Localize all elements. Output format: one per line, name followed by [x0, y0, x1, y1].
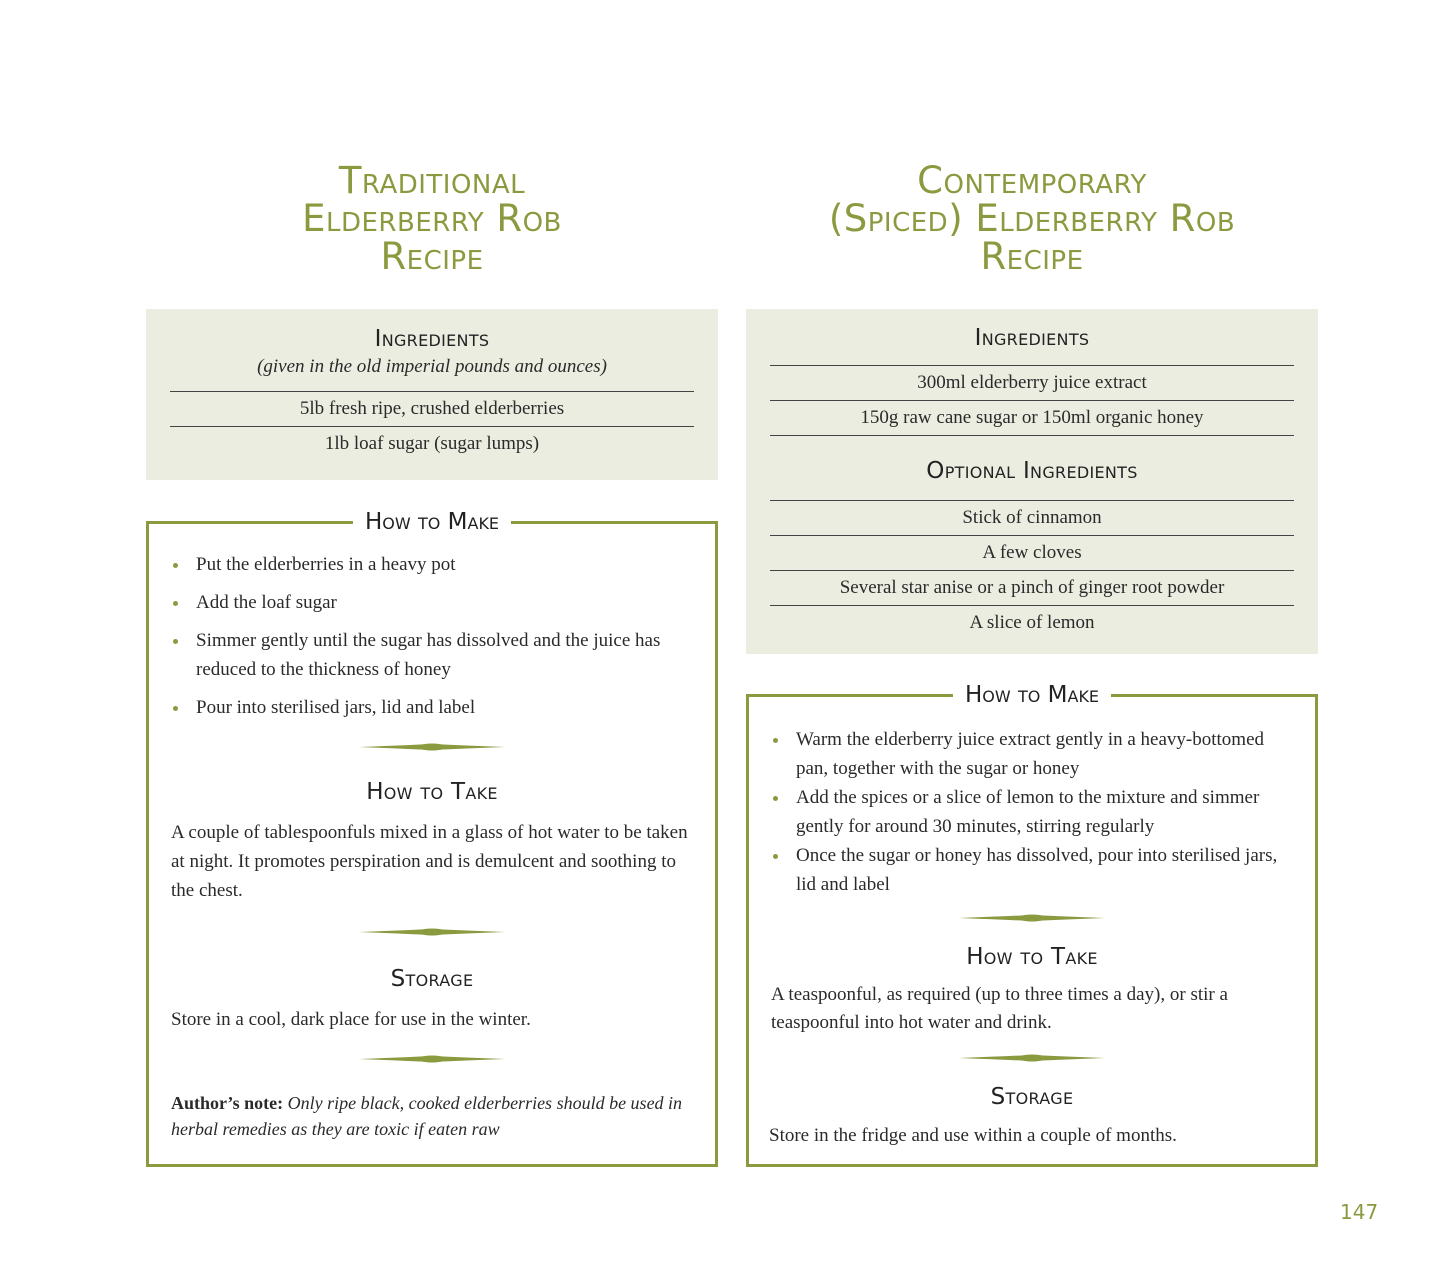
how-to-take-text: A couple of tablespoonfuls mixed in a glass of hot water to be taken at night. It promotes perspiration and is demulcent and soothing to the chest. [171, 822, 688, 901]
step-item: Add the spices or a slice of lemon to the mixture and simmer gently for around 30 minutes, stirring regularly [771, 783, 1295, 841]
ingredient-item: 5lb fresh ripe, crushed elderberries [170, 391, 694, 426]
ingredient-item: A few cloves [770, 535, 1294, 570]
page-number: 147 [1340, 1200, 1379, 1224]
how-to-take-heading: How to Take [966, 944, 1098, 970]
step-item: Pour into sterilised jars, lid and label [171, 693, 695, 722]
step-item: Warm the elderberry juice extract gently in a heavy-bottomed pan, together with the sugar or honey [771, 725, 1295, 783]
title-line: Contemporary [917, 159, 1147, 202]
ingredient-item: Several star anise or a pinch of ginger root powder [770, 570, 1294, 605]
ornament-divider-icon [959, 1053, 1105, 1063]
storage-text: Store in a cool, dark place for use in the winter. [171, 1009, 531, 1030]
optional-ingredients-heading: Optional Ingredients [926, 458, 1138, 484]
author-note [149, 1090, 715, 1142]
ornament-divider-icon [359, 927, 505, 937]
ornament-divider-icon [359, 1054, 505, 1064]
step-item: Once the sugar or honey has dissolved, pour into sterilised jars, lid and label [771, 841, 1295, 899]
title-line: Recipe [380, 235, 484, 278]
ingredients-heading: Ingredients [374, 326, 490, 352]
ornament-divider-icon [359, 742, 505, 752]
title-line: (Spiced) Elderberry Rob [828, 197, 1236, 240]
step-item: Simmer gently until the sugar has dissolved and the juice has reduced to the thickness of honey [171, 626, 695, 684]
author-note-label: Author’s note: [171, 1093, 284, 1113]
ingredient-item: A slice of lemon [770, 605, 1294, 640]
storage-heading: Storage [990, 1084, 1074, 1110]
contemporary-recipe-title [746, 159, 1318, 278]
author-note-text: Only ripe black, cooked elderberries should be used in herbal remedies as they are toxic if eaten raw [171, 1093, 683, 1139]
how-to-make-steps [749, 725, 1315, 899]
ingredients-list [770, 365, 1294, 436]
step-item: Put the elderberries in a heavy pot [171, 550, 695, 579]
traditional-recipe-title [146, 159, 718, 278]
preparation-box [146, 509, 718, 1167]
ingredients-panel [746, 309, 1318, 654]
ingredients-subheading: (given in the old imperial pounds and ounces) [257, 356, 607, 377]
ingredients-panel [146, 309, 718, 480]
ingredient-item: 300ml elderberry juice extract [770, 365, 1294, 400]
storage-heading: Storage [390, 966, 474, 992]
ingredient-item: 1lb loaf sugar (sugar lumps) [170, 426, 694, 461]
how-to-make-heading: How to Make [953, 681, 1111, 709]
ingredient-item: 150g raw cane sugar or 150ml organic honey [770, 400, 1294, 436]
optional-ingredients-list [770, 500, 1294, 640]
how-to-make-heading: How to Make [353, 508, 511, 536]
how-to-make-steps [149, 550, 715, 722]
ingredients-list [170, 391, 694, 461]
storage-text: Store in the fridge and use within a couple of months. [769, 1125, 1177, 1146]
title-line: Traditional [338, 159, 526, 202]
ingredient-item: Stick of cinnamon [770, 500, 1294, 535]
preparation-box [746, 682, 1318, 1167]
step-item: Add the loaf sugar [171, 588, 695, 617]
how-to-take-text: A teaspoonful, as required (up to three times a day), or stir a teaspoonful into hot water and drink. [771, 984, 1228, 1033]
title-line: Recipe [980, 235, 1084, 278]
how-to-take-heading: How to Take [366, 779, 498, 805]
ornament-divider-icon [959, 913, 1105, 923]
ingredients-heading: Ingredients [974, 325, 1090, 351]
title-line: Elderberry Rob [302, 197, 562, 240]
